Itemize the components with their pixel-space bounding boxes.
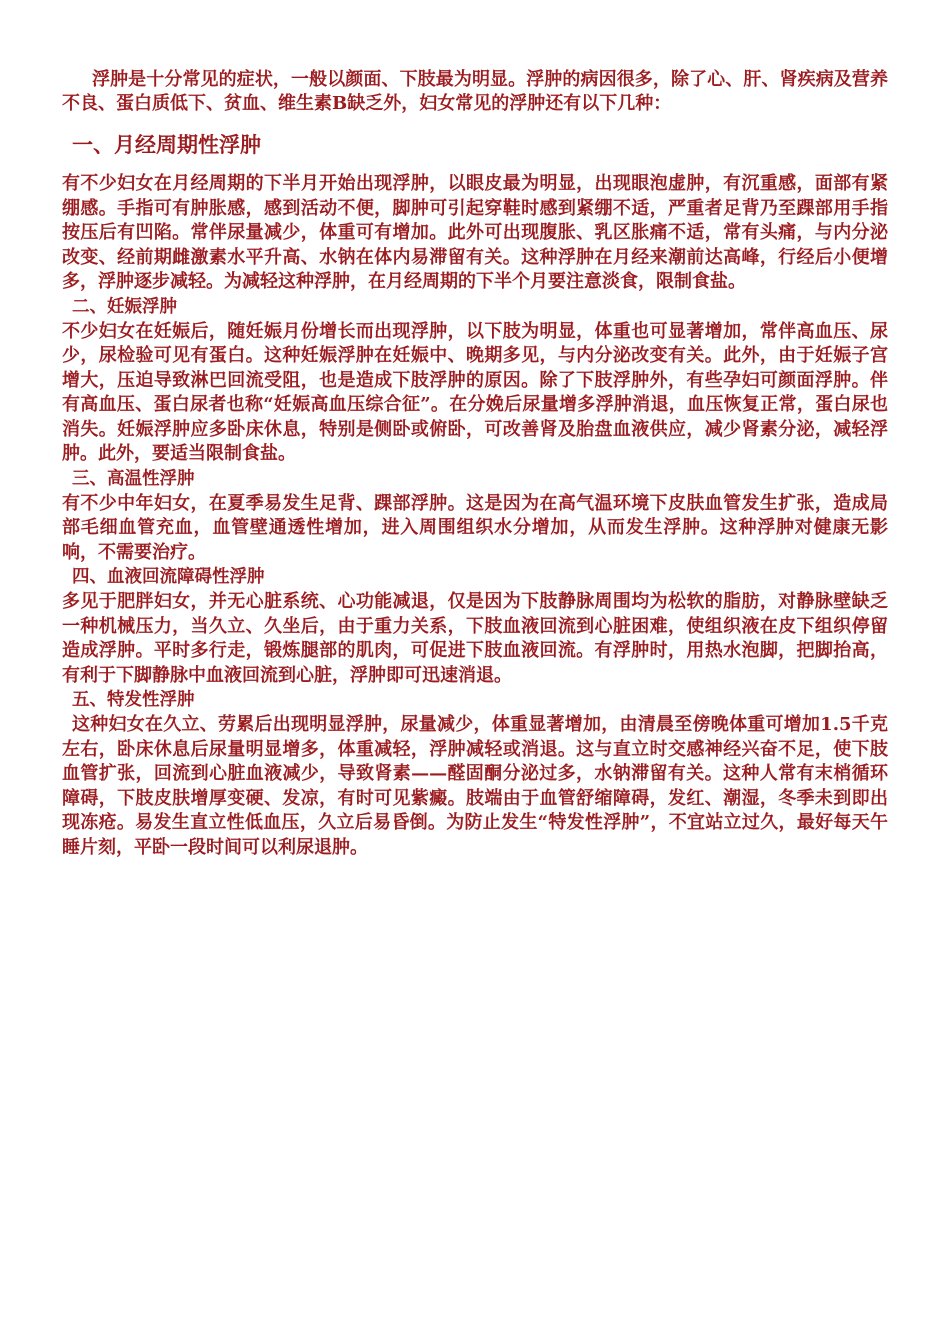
intro-paragraph: 浮肿是十分常见的症状，一般以颜面、下肢最为明显。浮肿的病因很多，除了心、肝、肾疾病及营养不良、蛋白质低下、贫血、维生素B缺乏外，妇女常见的浮肿还有以下几种： bbox=[62, 69, 888, 114]
section-heading-circulation-edema: 四、血液回流障碍性浮肿 bbox=[72, 567, 265, 587]
section-text-heat-edema: 有不少中年妇女，在夏季易发生足背、踝部浮肿。这是因为在高气温环境下皮肤血管发生扩张，造成局部毛细血管充血，血管壁通透性增加，进入周围组织水分增加，从而发生浮肿。这种浮肿对健康无影响，不需要治疗。 bbox=[62, 492, 888, 563]
section-heading-heat-edema: 三、高温性浮肿 bbox=[72, 468, 195, 489]
section-text-menstrual-edema: 有不少妇女在月经周期的下半月开始出现浮肿，以眼皮最为明显，出现眼泡虚肿，有沉重感，面部有紧绷感。手指可有肿胀感，感到活动不便，脚肿可引起穿鞋时感到紧绷不适，严重者足背乃至踝部用手指按压后有凹陷。常伴尿量减少，体重可有增加。此外可出现腹胀、乳区胀痛不适，常有头痛，与内分泌改变、经前期雌激素水平升高、水钠在体内易滞留有关。这种浮肿在月经来潮前达高峰，行经后小便增多，浮肿逐步减轻。为减轻这种浮肿，在月经周期的下半个月要注意淡食，限制食盐。 bbox=[62, 173, 888, 292]
section-text-pregnancy-edema: 不少妇女在妊娠后，随妊娠月份增长而出现浮肿，以下肢为明显，体重也可显著增加，常伴高血压、尿少，尿检验可见有蛋白。这种妊娠浮肿在妊娠中、晚期多见，与内分泌改变有关。此外，由于妊娠子宫增大，压迫导致淋巴回流受阻，也是造成下肢浮肿的原因。除了下肢浮肿外，有些孕妇可颜面浮肿。伴有高血压、蛋白尿者也称“妊娠高血压综合征”。在分娩后尿量增多浮肿消退，血压恢复正常，蛋白尿也消失。妊娠浮肿应多卧床休息，特别是侧卧或俯卧，可改善肾及胎盘血液供应，减少肾素分泌，减轻浮肿。此外，要适当限制食盐。 bbox=[62, 320, 888, 464]
section-heading-idiopathic-edema: 五、特发性浮肿 bbox=[72, 690, 195, 710]
section-text-circulation-edema: 多见于肥胖妇女，并无心脏系统、心功能减退，仅是因为下肢静脉周围均为松软的脂肪，对静脉壁缺乏一种机械压力，当久立、久坐后，由于重力关系，下肢血液回流到心脏困难，使组织液在皮下组织停留造成浮肿。平时多行走，锻炼腿部的肌肉，可促进下肢血液回流。有浮肿时，用热水泡脚，把脚抬高，有利于下脚静脉中血液回流到心脏，浮肿即可迅速消退。 bbox=[62, 591, 888, 686]
section-heading-menstrual-edema: 一、月经周期性浮肿 bbox=[72, 133, 261, 157]
section-heading-pregnancy-edema: 二、妊娠浮肿 bbox=[72, 296, 177, 317]
section-text-idiopathic-edema: 这种妇女在久立、劳累后出现明显浮肿，尿量减少，体重显著增加，由清晨至傍晚体重可增加1.5千克左右，卧床休息后尿量明显增多，体重减轻，浮肿减轻或消退。这与直立时交感神经兴奋不足，使下肢血管扩张，回流到心脏血液减少，导致肾素——醛固酮分泌过多，水钠滞留有关。这种人常有末梢循环障碍，下肢皮肤增厚变硬、发凉，有时可见紫癜。肢端由于血管舒缩障碍，发红、潮湿，冬季未到即出现冻疮。易发生直立性低血压，久立后易昏倒。为防止发生“特发性浮肿”，不宜站立过久，最好每天午睡片刻，平卧一段时间可以利尿退肿。 bbox=[62, 714, 888, 858]
document-page bbox=[62, 68, 888, 860]
